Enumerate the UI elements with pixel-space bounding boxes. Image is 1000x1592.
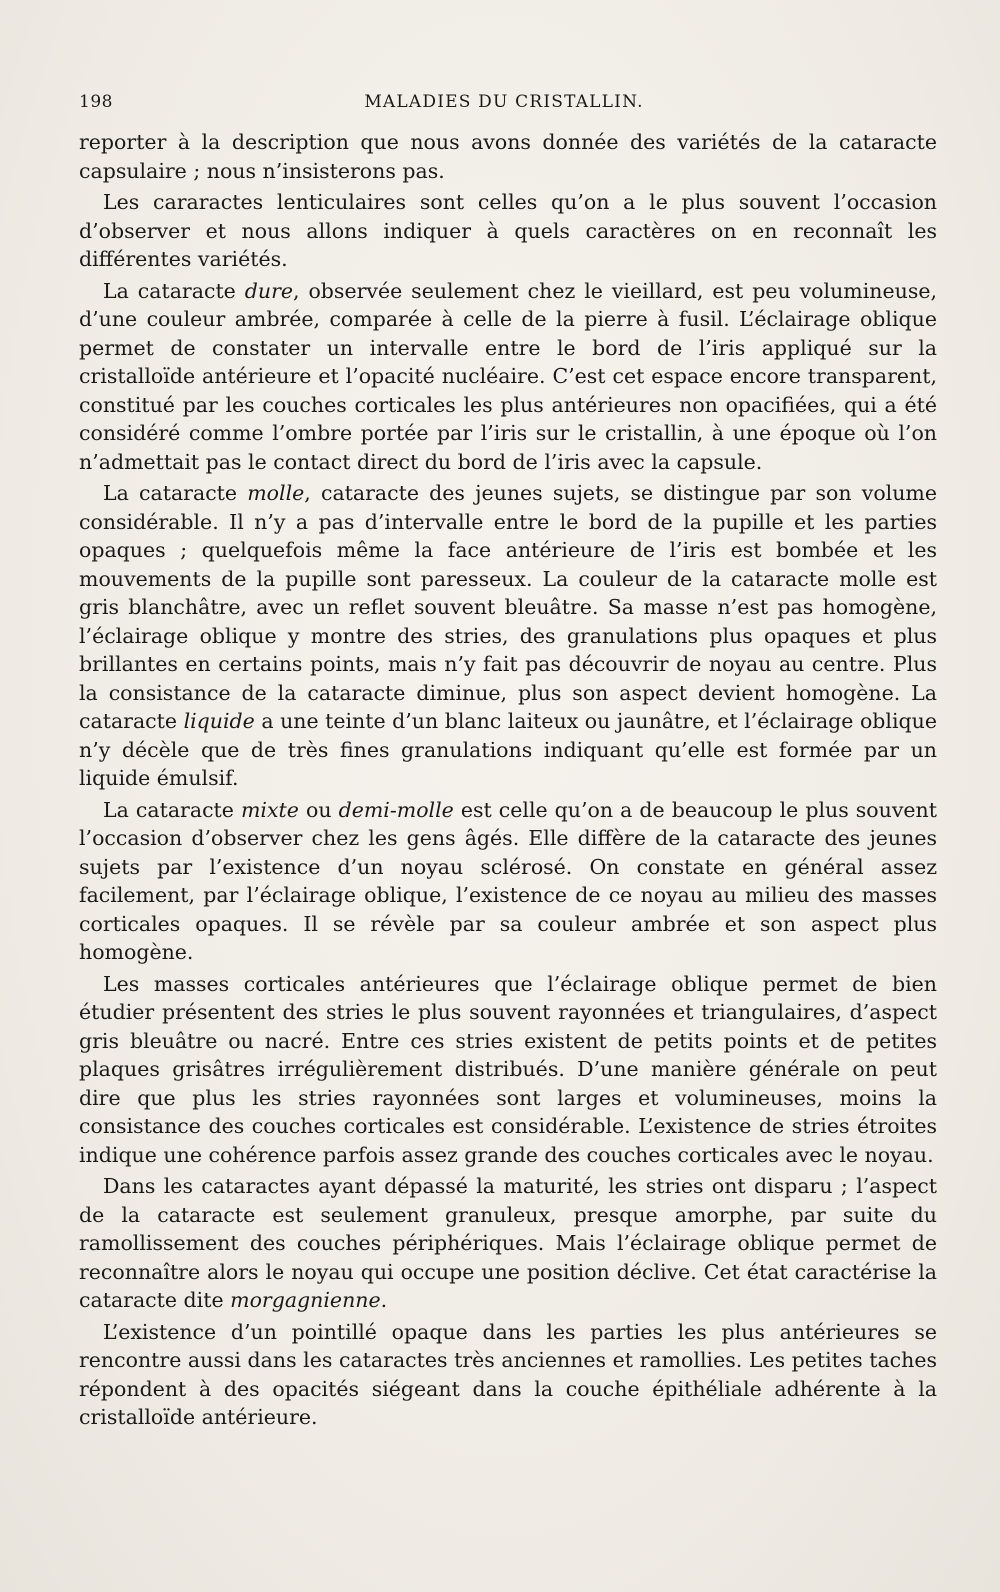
paragraph-1: reporter à la description que nous avons donnée des variétés de la cataracte capsulaire ; nous n’insisterons pas. [79,130,937,183]
paragraph-8: L’existence d’un pointillé opaque dans les parties les plus antérieures se rencontre aussi dans les cataractes très anciennes et ramollies. Les petites taches répondent à des opacités siégeant dans la couche épithéliale adhérente à la cristalloïde antérieure. [79,1319,937,1429]
emphasis-liquide: liquide [183,709,255,733]
paragraph-3: La cataracte dure, observée seulement chez le vieillard, est peu volumineuse, d’une couleur ambrée, comparée à celle de la pierre à fusil. L’éclairage oblique permet de constater un intervalle entre le bord de l’iris appliqué sur la cristalloïde antérieure et l’opacité nucléaire. C’est cet espace encore transparent, constitué par les couches corticales les plus antérieures non opacifiées, qui a été considéré comme l’ombre portée par l’iris sur le cristallin, à une époque où l’on n’admettait pas le contact direct du bord de l’iris avec la capsule. [79,278,937,474]
paragraph-6: Les masses corticales antérieures que l’éclairage oblique permet de bien étudier présentent des stries le plus souvent rayonnées et triangulaires, d’aspect gris bleuâtre ou nacré. Entre ces stries existent de petits points et de petites plaques grisâtres irrégulièrement distribués. D’une manière générale on peut dire que plus les stries rayonnées sont larges et volumineuses, moins la consistance des couches corticales est considérable. L’existence de stries étroites indique une cohérence parfois assez grande des couches corticales avec le noyau. [79,971,937,1167]
emphasis-demi-molle: demi-molle [338,797,454,822]
running-head: MALADIES DU CRISTALLIN. [364,92,644,112]
paragraph-4: La cataracte molle, cataracte des jeunes sujets, se distingue par son volume considérable. Il n’y a pas d’intervalle entre le bord de la pupille et les parties opaques ; quelquefois même la face antérieure de l’iris est bombée et les mouvements de la pupille sont paresseux. La couleur de la cataracte molle est gris blanchâtre, avec un reflet souvent bleuâtre. Sa masse n’est pas homogène, l’éclairage oblique y montre des stries, des granulations plus opaques et plus brillantes en certains points, mais n’y fait pas découvrir de noyau au centre. Plus la consistance de la cataracte diminue, plus son aspect devient homogène. La cataracte liquide a une teinte d’un blanc laiteux ou jaunâtre, et l’éclairage oblique n’y décèle que de très fines granulations indiquant qu’elle est formée par un liquide émulsif. [79,481,937,790]
emphasis-morgagnienne: morgagnienne [230,1288,381,1312]
paragraph-7: Dans les cataractes ayant dépassé la maturité, les stries ont disparu ; l’aspect de la cataracte est seulement granuleux, presque amorphe, par suite du ramollissement des couches périphériques. Mais l’éclairage oblique permet de reconnaître alors le noyau qui occupe une position déclive. Cet état caractérise la cataracte dite morgagnienne. [79,1174,937,1312]
body-text [79,128,937,1435]
paragraph-5: La cataracte mixte ou demi-molle est celle qu’on a de beaucoup le plus souvent l’occasion d’observer chez les gens âgés. Elle diffère de la cataracte des jeunes sujets par l’existence d’un noyau sclérosé. On constate en général assez facilement, par l’éclairage oblique, l’existence de ce noyau au milieu des masses corticales opaques. Il se révèle par sa couleur ambrée et son aspect plus homogène. [79,797,938,964]
emphasis-dure: dure [244,278,294,303]
paragraph-2: Les cararactes lenticulaires sont celles qu’on a le plus souvent l’occasion d’observer et nous allons indiquer à quels caractères on en reconnaît les différentes variétés. [79,190,937,271]
emphasis-mixte: mixte [240,797,299,822]
emphasis-molle: molle [247,481,305,505]
page-number: 198 [79,92,113,112]
page-header [79,92,929,116]
